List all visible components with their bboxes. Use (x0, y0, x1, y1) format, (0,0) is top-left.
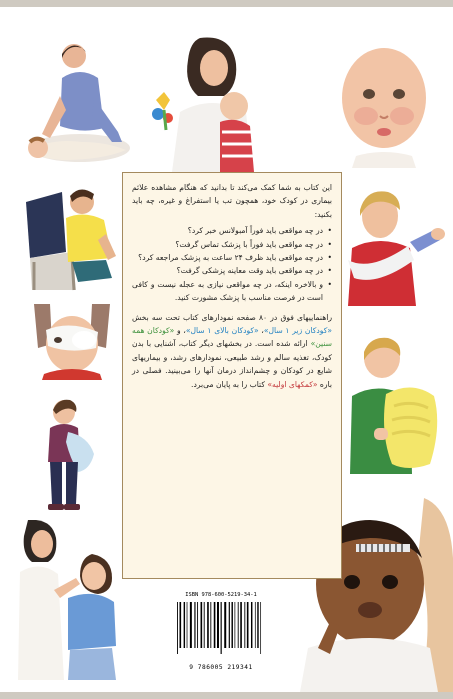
description-text-box (122, 172, 342, 579)
list-item: • در چه مواقعی باید فوراً با پزشک تماس گرفت؟ (132, 238, 332, 251)
barcode-bar (207, 602, 209, 648)
list-item: • در چه مواقعی باید ظرف ۲۴ ساعت به پزشک مراجعه کرد؟ (132, 251, 332, 264)
barcode-bar (190, 602, 192, 648)
list-item: • در چه مواقعی باید وقت معاینه پزشکی گرفت؟ (132, 264, 332, 277)
list-item: • و بالاخره اینکه، در چه مواقعی نیازی به عجله نیست و کافی است در فرصت مناسب با پزشک مشورت کنید. (132, 278, 332, 305)
barcode-bar (257, 602, 258, 648)
guide-separator: ، (261, 326, 264, 336)
sick-child-on-chair-photo (22, 182, 122, 294)
question-list (132, 224, 332, 304)
child-with-hot-water-bottle-photo (346, 336, 442, 474)
isbn-barcode (170, 591, 272, 671)
barcode-bars (173, 602, 269, 660)
guide-text-part: کتاب را به پایان می‌برد. (191, 379, 265, 389)
barcode-bar (204, 602, 205, 648)
barcode-bar (187, 602, 188, 648)
bottom-edge (0, 692, 453, 699)
barcode-bar (235, 602, 236, 648)
baby-face-closeup-photo (336, 36, 432, 168)
guide-text-part: ، و (176, 326, 186, 336)
barcode-bar (238, 602, 239, 648)
barcode-bar (251, 602, 252, 648)
guide-text-part: ارائه شده است. در بخشهای دیگر کتاب، آشنایی با بدن کودک، تغذیه سالم و رشد طبیعی، نمودارهای رشد، و بیماریهای شایع در کودکان و چشم‌انداز درمان آنها را می‌بینید. فصلی در باره (132, 339, 332, 389)
barcode-bar (214, 602, 216, 648)
toddler-with-towel-photo (40, 398, 96, 514)
barcode-bar (201, 602, 203, 648)
barcode-bar (240, 602, 242, 648)
section-all-ages: «کودکان همه سنین» (132, 326, 332, 349)
barcode-bar (217, 602, 219, 648)
barcode-bar (180, 602, 182, 648)
barcode-bar (224, 602, 226, 648)
barcode-bar (229, 602, 230, 648)
barcode-bar (231, 602, 232, 648)
barcode-bar (197, 602, 198, 648)
section-first-aid: «کمکهای اولیه» (267, 379, 318, 389)
guide-text-part: راهنماییهای فوق در ۸۰ صفحه نمودارهای کتاب تحت سه بخش (132, 312, 332, 322)
barcode-bar (221, 602, 222, 654)
barcode-bar (194, 602, 195, 648)
barcode-bar (247, 602, 249, 648)
barcode-bar (244, 602, 245, 648)
barcode-bar (184, 602, 185, 648)
boy-with-arm-sling-photo (340, 186, 446, 306)
guide-paragraph (132, 311, 332, 391)
barcode-bar (260, 602, 261, 654)
mother-with-child-photo (18, 520, 118, 680)
barcode-bar (255, 602, 256, 648)
list-item: • در چه مواقعی باید فوراً آمبولانس خبر کرد؟ (132, 224, 332, 237)
intro-paragraph: این کتاب به شما کمک می‌کند تا بدانید که هنگام مشاهده علائم بیماری در کودک خود، همچون تب یا استفراغ و غیره، چه باید بکنید: (132, 183, 332, 219)
barcode-digits: 9 786005 219341 (189, 664, 253, 671)
child-with-eye-bandage-photo (30, 304, 112, 380)
section-over-1-year: «کودکان بالای ۱ سال» (185, 326, 259, 336)
isbn-label: ISBN 978-600-5219-34-1 (185, 592, 257, 598)
barcode-bar (210, 602, 211, 648)
section-under-1-year: «کودکان زیر ۱ سال» (263, 326, 332, 336)
woman-holding-baby-photo (150, 34, 262, 172)
mother-checking-child-photo (22, 38, 134, 166)
barcode-bar (177, 602, 178, 654)
top-edge (0, 0, 453, 7)
